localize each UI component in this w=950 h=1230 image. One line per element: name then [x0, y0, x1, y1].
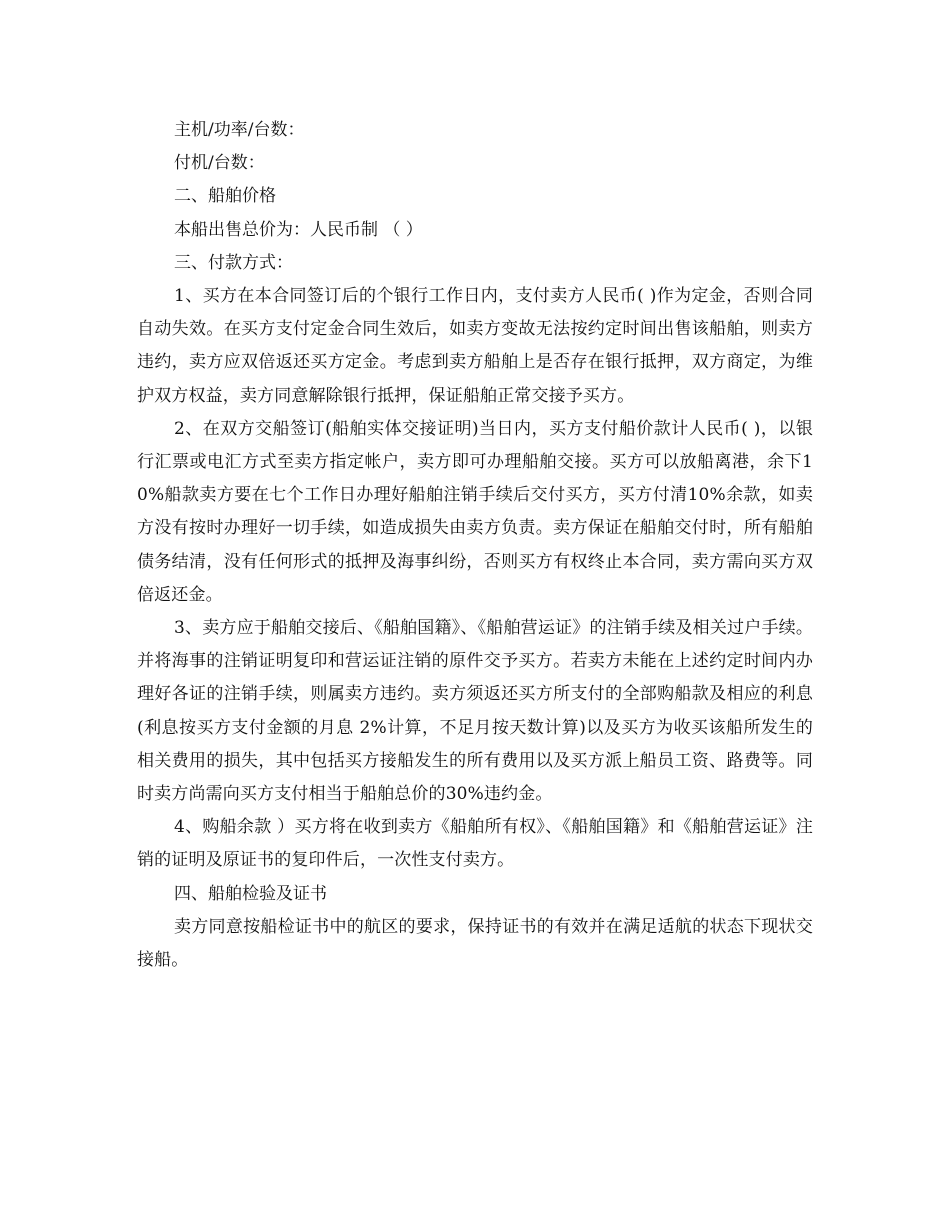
payment-clause-1: 1、买方在本合同签订后的个银行工作日内，支付卖方人民币( )作为定金，否则合同自动失效。在买方支付定金合同生效后，如卖方变故无法按约定时间出售该船舶，则卖方违约，卖方应双倍返还买方定金。考虑到卖方船舶上是否存在银行抵押，双方商定，为维护双方权益，卖方同意解除银行抵押，保证船舶正常交接予买方。	[137, 286, 813, 406]
auxiliary-engine-line: 付机/台数：	[174, 153, 265, 174]
section-3-heading: 三、付款方式：	[174, 252, 293, 273]
total-price-line: 本船出售总价为：人民币制 （ ）	[174, 219, 423, 240]
section-2-heading: 二、船舶价格	[174, 186, 276, 207]
payment-clause-3: 3、卖方应于船舶交接后、《船舶国籍》、《船舶营运证》的注销手续及相关过户手续。并将海事的注销证明复印和营运证注销的原件交予买方。若卖方未能在上述约定时间内办理好各证的注销手续，则属卖方违约。卖方须返还买方所支付的全部购船款及相应的利息(利息按买方支付金额的月息 2%计算，不足月按天数计算)以及买方为收买该船所发生的相关费用的损失，其中包括买方接船发生的所有费用以及买方派上船员工资、路费等。同时卖方尚需向买方支付相当于船舶总价的30%违约金。	[137, 618, 813, 805]
section-4-heading: 四、船舶检验及证书	[174, 883, 327, 904]
payment-clause-4: 4、购船余款 ）买方将在收到卖方《船舶所有权》、《船舶国籍》和《船舶营运证》注销的证明及原证书的复印件后，一次性支付卖方。	[137, 817, 813, 871]
document-body	[137, 114, 813, 977]
main-engine-line: 主机/功率/台数：	[174, 120, 305, 140]
inspection-clause: 卖方同意按船检证书中的航区的要求，保持证书的有效并在满足适航的状态下现状交接船。	[137, 916, 813, 971]
payment-clause-2: 2、在双方交船签订(船舶实体交接证明)当日内，买方支付船价款计人民币( )，以银行汇票或电汇方式至卖方指定帐户，卖方即可办理船舶交接。买方可以放船离港，余下10%船款卖方要在七个工作日办理好船舶注销手续后交付买方，买方付清10%余款，如卖方没有按时办理好一切手续，如造成损失由卖方负责。卖方保证在船舶交付时，所有船舶债务结清，没有任何形式的抵押及海事纠纷，否则买方有权终止本合同，卖方需向买方双倍返还金。	[137, 418, 813, 605]
